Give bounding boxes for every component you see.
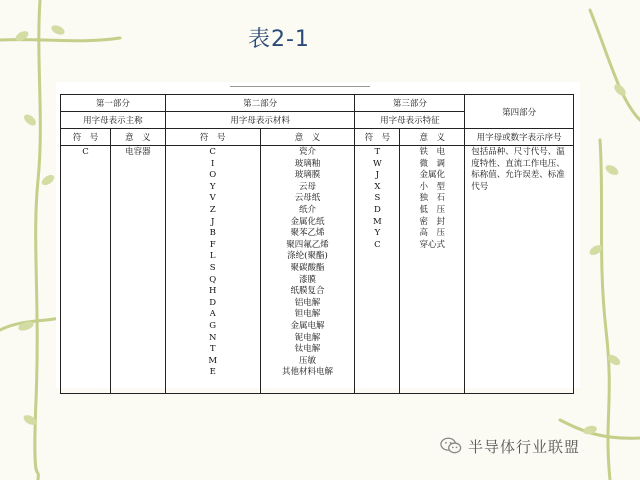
table-cell-entry: B	[209, 228, 216, 239]
part1-meanings	[110, 146, 165, 394]
table-cell-entry: 云母	[298, 181, 316, 192]
table-cell-entry: 独 石	[419, 193, 446, 204]
table-cell-entry: I	[211, 158, 215, 169]
part3-meanings	[400, 146, 465, 394]
table-cell-entry: 聚四氟乙烯	[286, 239, 329, 250]
table-cell-entry: 玻璃膜	[294, 170, 321, 181]
table-cell-entry: 云母纸	[294, 193, 321, 204]
part3-subheader: 用字母表示特征	[355, 112, 465, 129]
meaning-header: 意 义	[400, 129, 465, 146]
table-cell-entry: Q	[209, 274, 217, 285]
wechat-icon	[440, 436, 462, 456]
part2-meanings	[260, 146, 355, 394]
part4-subheader: 用字母或数字表示序号	[465, 129, 574, 146]
table-cell-entry: H	[208, 286, 217, 297]
table-cell-entry: 高 压	[419, 228, 446, 239]
table-cell-entry: 密 封	[419, 216, 446, 227]
table-cell-entry: C	[82, 147, 89, 157]
part2-header: 第二部分	[165, 95, 355, 112]
table-cell-entry: C	[374, 239, 381, 250]
table-cell-entry: 漆膜	[298, 274, 316, 285]
table-cell-entry: Z	[209, 204, 216, 215]
symbol-header: 符 号	[165, 129, 260, 146]
table-cell-entry: 铝电解	[294, 297, 321, 308]
table-cell-entry: L	[209, 251, 216, 262]
table-cell-entry: 聚苯乙烯	[290, 228, 325, 239]
table-cell-entry: 电容器	[125, 147, 151, 157]
table-cell-entry: Y	[209, 181, 216, 192]
table-cell-entry: J	[375, 170, 380, 181]
table-cell-entry: 穿心式	[419, 239, 446, 250]
table-cell-entry: 玻璃釉	[294, 158, 321, 169]
part1-header: 第一部分	[61, 95, 166, 112]
table-cell-entry: E	[209, 367, 216, 378]
table-cell-entry: J	[210, 216, 215, 227]
part1-symbols	[61, 146, 111, 394]
table-cell-entry: C	[209, 147, 216, 157]
part4-header: 第四部分	[465, 95, 574, 129]
table-cell-entry: M	[373, 216, 382, 227]
table-cell-entry: 铁 电	[419, 147, 446, 157]
table-cell-entry: 其他材料电解	[281, 367, 333, 378]
table-cell-entry: 瓷介	[298, 147, 316, 157]
table-cell-entry: 低 压	[419, 204, 446, 215]
capacitor-naming-table	[60, 94, 574, 394]
table-cell-entry: O	[209, 170, 217, 181]
table-cell-entry: V	[209, 193, 216, 204]
table-cell-entry: N	[208, 332, 217, 343]
table-cell-entry: F	[209, 239, 216, 250]
table-cell-entry: S	[374, 193, 381, 204]
parts-header-row	[61, 95, 574, 112]
table-cell-entry: 聚碳酸酯	[290, 262, 325, 273]
meaning-header: 意 义	[110, 129, 165, 146]
table-cell-entry: 微 调	[419, 158, 446, 169]
table-cell-entry: 压敏	[298, 355, 316, 366]
table-cell-entry: W	[373, 158, 382, 169]
table-cell-entry: T	[209, 344, 216, 355]
watermark	[440, 434, 620, 458]
slide-title: 表2-1	[248, 27, 310, 52]
column-header-row	[61, 129, 574, 146]
table-cell-entry: X	[374, 181, 381, 192]
table-cell-entry: 钽电解	[294, 309, 321, 320]
table-body-row	[61, 146, 574, 394]
table-cell-entry: 金属化纸	[290, 216, 325, 227]
table-cell-entry: Y	[374, 228, 381, 239]
table-cell-entry: A	[209, 309, 216, 320]
watermark-text: 半导体行业联盟	[468, 437, 581, 456]
symbol-header: 符 号	[61, 129, 111, 146]
table-cell-entry: D	[209, 297, 217, 308]
cropped-caption	[230, 86, 370, 90]
table-cell-entry: 钛电解	[294, 344, 321, 355]
table-cell-entry: 铌电解	[294, 332, 321, 343]
table-cell-entry: 纸介	[298, 204, 316, 215]
part1-subheader: 用字母表示主称	[61, 112, 166, 129]
symbol-header: 符 号	[355, 129, 400, 146]
table-cell-entry: 金属电解	[290, 320, 325, 331]
table-cell-entry: G	[209, 320, 217, 331]
part3-symbols	[355, 146, 400, 394]
table-cell-entry: 金属化	[419, 170, 446, 181]
part4-description: 包括品种、尺寸代号、温度特性、直流工作电压、标称值、允许误差、标准代号	[465, 146, 574, 394]
meaning-header: 意 义	[260, 129, 355, 146]
part2-subheader: 用字母表示材料	[165, 112, 355, 129]
table-cell-entry: 小 型	[419, 181, 446, 192]
table-cell-entry: M	[208, 355, 218, 366]
table-cell-entry: T	[374, 147, 381, 157]
part2-symbols	[165, 146, 260, 394]
table-cell-entry: D	[373, 204, 381, 215]
table-cell-entry: 纸膜复合	[290, 286, 325, 297]
table-cell-entry: 涤纶(聚酯)	[287, 251, 328, 262]
table-cell-entry: S	[209, 262, 216, 273]
part3-header: 第三部分	[355, 95, 465, 112]
